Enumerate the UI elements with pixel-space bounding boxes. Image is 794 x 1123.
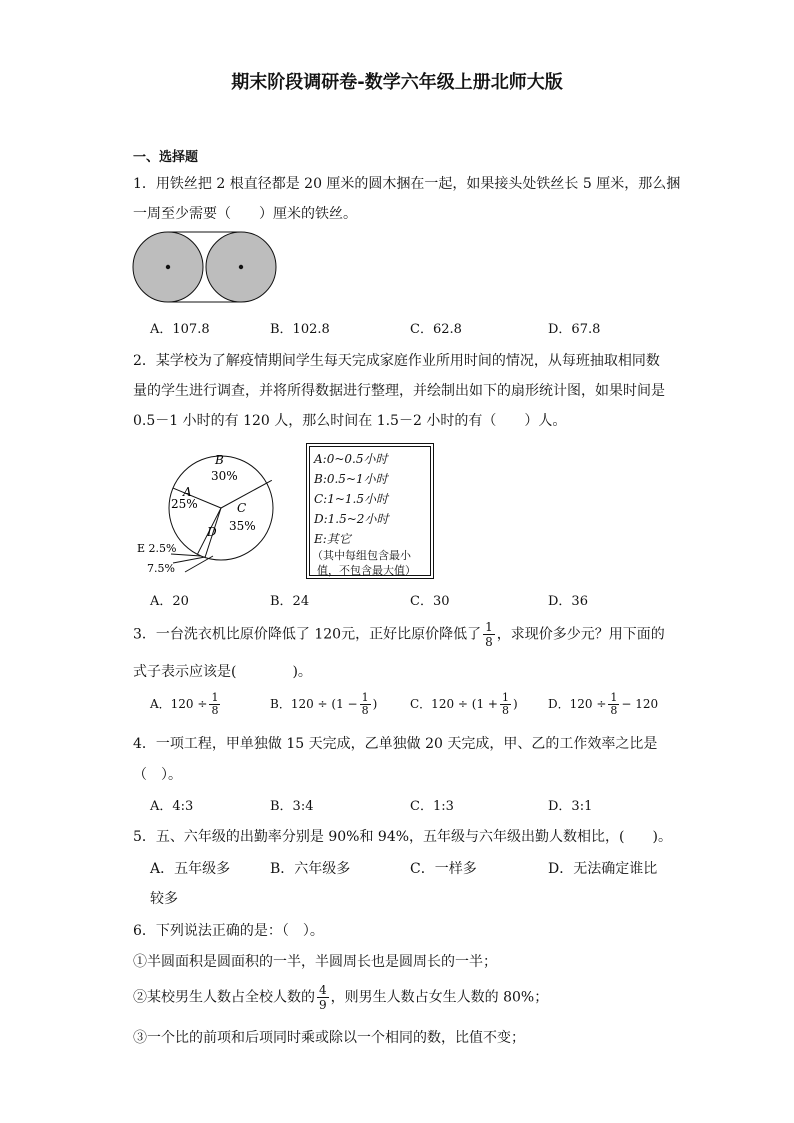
q5-option-d[interactable]: D．无法确定谁比 [548,861,658,877]
q3-fraction [483,620,495,649]
q6-s2-fraction [317,983,329,1012]
q3-optC-post: ) [512,697,518,711]
q2-option-c[interactable]: C．30 [410,594,450,609]
q4-text-line2: （ ）。 [133,767,182,783]
q3-optD-frac [608,692,619,717]
q6-s2-den: 9 [319,998,327,1012]
q3-optA-pre: A．120 ÷ [150,697,208,711]
pie-label-d: D [207,525,217,539]
q3-optD-den: 8 [610,704,618,717]
q2-text-line1: 2．某学校为了解疫情期间学生每天完成家庭作业所用时间的情况，从每班抽取相同数 [133,353,660,369]
q6-s2-pre: ②某校男生人数占全校人数的 [133,989,315,1006]
legend-item-e: E:其它 [314,532,351,546]
q3-text-pre: 3．一台洗衣机比原价降低了 120元，正好比原价降低了 [133,626,482,643]
legend-note-1: （其中每组包含最小 [312,549,411,562]
q4-option-d[interactable]: D．3:1 [548,799,593,814]
legend-item-b: B:0.5~1小时 [314,472,388,486]
q3-optC-den: 8 [501,704,509,717]
q3-optD-post: − 120 [621,697,659,711]
q3-optA-num: 1 [211,691,219,704]
q1-option-c[interactable]: C．62.8 [410,322,462,337]
q3-fraction-num: 1 [485,620,493,634]
legend-item-d: D:1.5~2小时 [314,512,389,526]
pie-callout-d: 7.5% [147,562,175,575]
q3-optC-num: 1 [501,691,509,704]
pie-pct-c: 35% [229,519,256,533]
q3-text-line2: 式子表示应该是( )。 [133,664,312,680]
page-title: 期末阶段调研卷-数学六年级上册北师大版 [231,72,563,93]
legend-note-2: 值，不包含最大值） [317,564,416,577]
q2-text-line3: 0.5－1 小时的有 120 人，那么时间在 1.5－2 小时的有（ ）人。 [133,413,567,429]
q3-optB-post: ) [372,697,378,711]
q3-option-a[interactable] [150,692,222,717]
q3-option-c[interactable] [410,692,518,717]
q3-optC-pre: C．120 ÷ (1 + [410,697,498,711]
q5-text-line1: 5．五、六年级的出勤率分别是 90%和 94%，五年级与六年级出勤人数相比，( )。 [133,829,672,845]
q5-option-c[interactable]: C．一样多 [410,861,477,877]
section-heading: 一、选择题 [133,150,199,165]
q2-option-a[interactable]: A．20 [150,594,189,609]
pie-label-b: B [215,453,224,467]
q3-text-line1 [133,620,665,649]
q6-s2-num: 4 [319,983,327,997]
q6-statement-3: ③一个比的前项和后项同时乘或除以一个相同的数，比值不变； [133,1030,525,1046]
q3-optB-frac [360,692,371,717]
q2-option-d[interactable]: D．36 [548,594,588,609]
q5-option-d-continued: 较多 [150,891,178,907]
q6-s2-post: ，则男生人数占女生人数的 80%； [330,989,549,1006]
q2-text-line2: 量的学生进行调查，并将所得数据进行整理，并绘制出如下的扇形统计图，如果时间是 [133,383,665,399]
pie-pct-a: 25% [171,497,198,511]
q3-optB-den: 8 [361,704,369,717]
q6-statement-2 [133,983,548,1012]
q1-option-b[interactable]: B．102.8 [270,322,330,337]
pie-label-a: A [183,485,192,499]
q5-option-b[interactable]: B．六年级多 [270,861,351,877]
q4-option-c[interactable]: C．1:3 [410,799,454,814]
q5-option-a[interactable]: A．五年级多 [150,861,231,877]
pie-callout-e: E 2.5% [137,542,177,555]
q3-option-b[interactable] [270,692,377,717]
q3-optC-frac [500,692,511,717]
q4-text-line1: 4．一项工程，甲单独做 15 天完成，乙单独做 20 天完成，甲、乙的工作效率之比是 [133,736,658,752]
legend-item-a: A:0~0.5小时 [314,452,388,466]
pie-label-c: C [237,501,247,515]
q3-optA-den: 8 [211,704,219,717]
q6-statement-1: ①半圆面积是圆面积的一半，半圆周长也是圆周长的一半； [133,954,497,970]
q2-legend-box [306,443,434,579]
q2-option-b[interactable]: B．24 [270,594,310,609]
q3-optB-num: 1 [361,691,369,704]
q3-fraction-den: 8 [485,635,493,649]
q1-option-a[interactable]: A．107.8 [150,322,210,337]
q1-text-line1: 1．用铁丝把 2 根直径都是 20 厘米的圆木捆在一起，如果接头处铁丝长 5 厘米，那么捆 [133,176,681,192]
q4-option-a[interactable]: A．4:3 [150,799,194,814]
q3-option-d[interactable] [548,692,658,717]
q3-text-post: ，求现价多少元？用下面的 [496,626,665,643]
q6-text-line1: 6．下列说法正确的是：（ ）。 [133,923,324,939]
q3-optA-frac [209,692,220,717]
legend-item-c: C:1~1.5小时 [314,492,388,506]
q1-text-line2: 一周至少需要（ ）厘米的铁丝。 [133,206,357,222]
q2-pie-chart [133,442,283,577]
q1-option-d[interactable]: D．67.8 [548,322,601,337]
q3-optD-pre: D．120 ÷ [548,697,607,711]
q3-optB-pre: B．120 ÷ (1 − [270,697,358,711]
q4-option-b[interactable]: B．3:4 [270,799,314,814]
q3-optD-num: 1 [610,691,618,704]
pie-pct-b: 30% [211,469,238,483]
q1-two-circles-figure [131,230,281,305]
